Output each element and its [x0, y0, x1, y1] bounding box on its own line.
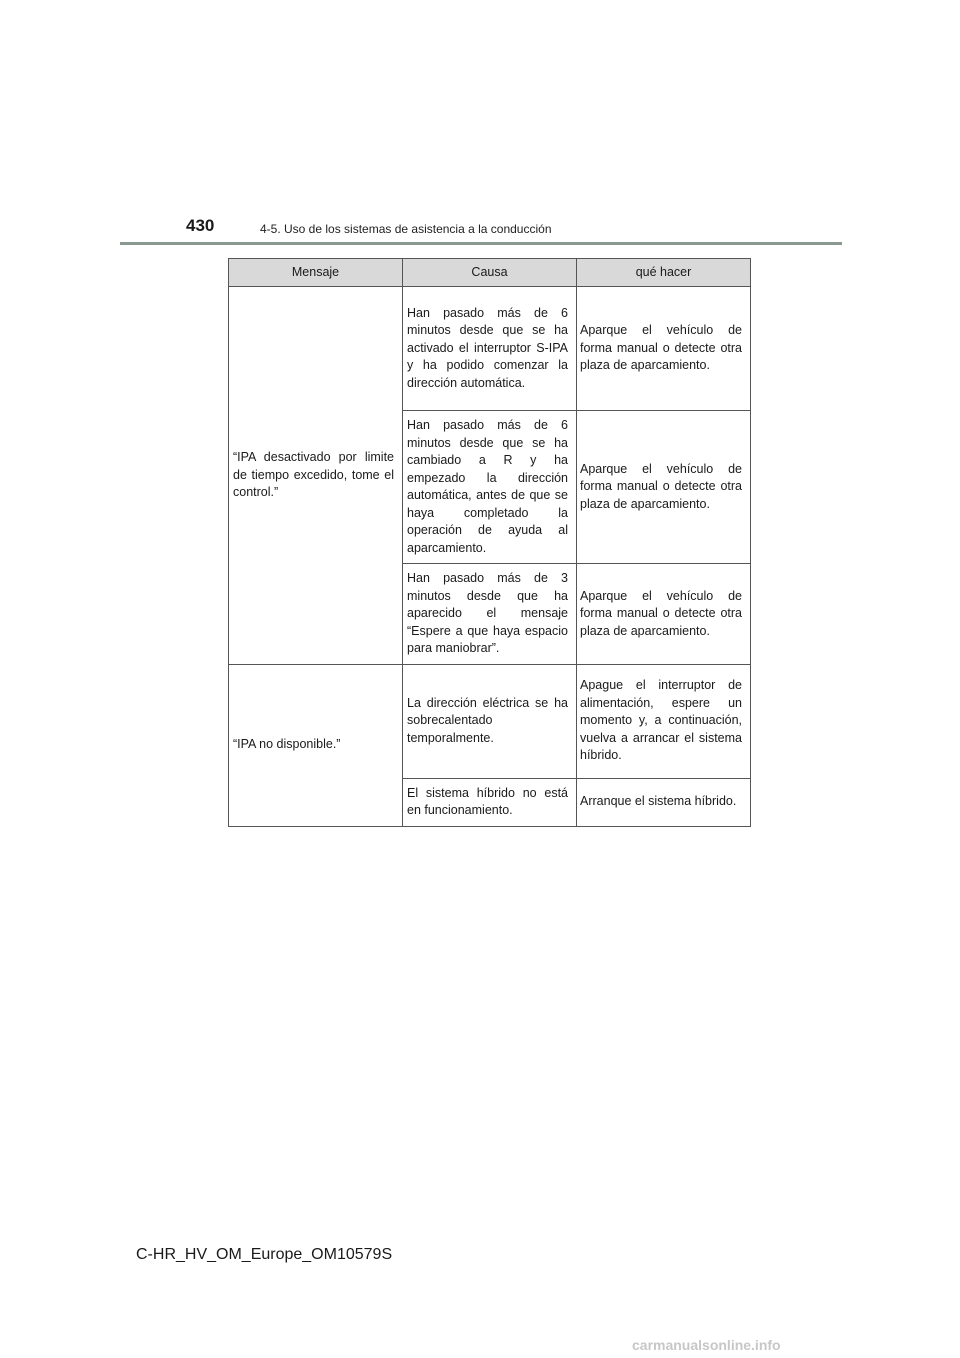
cause-cell: El sistema híbrido no está en funcionamiento. [403, 778, 577, 826]
table-header-row [229, 259, 751, 287]
action-cell: Aparque el vehículo de forma manual o detecte otra plaza de aparcamiento. [577, 411, 751, 564]
column-header-que-hacer: qué hacer [577, 259, 751, 287]
table-row [229, 287, 751, 411]
cause-cell: La dirección eléctrica se ha sobrecalentado temporalmente. [403, 664, 577, 778]
cause-cell: Han pasado más de 3 minutos desde que ha aparecido el mensaje “Espere a que haya espacio para maniobrar”. [403, 564, 577, 665]
action-cell: Aparque el vehículo de forma manual o detecte otra plaza de aparcamiento. [577, 287, 751, 411]
action-cell: Arranque el sistema híbrido. [577, 778, 751, 826]
table-row [229, 664, 751, 778]
cause-cell: Han pasado más de 6 minutos desde que se ha cambiado a R y ha empezado la dirección automática, antes de que se haya completado la operación de ayuda al aparcamiento. [403, 411, 577, 564]
page-number: 430 [186, 216, 215, 235]
header-rule [120, 242, 842, 245]
column-header-mensaje: Mensaje [229, 259, 403, 287]
message-cell: “IPA desactivado por limite de tiempo excedido, tome el control.” [229, 287, 403, 665]
action-cell: Apague el interruptor de alimentación, espere un momento y, a continuación, vuelva a arrancar el sistema híbrido. [577, 664, 751, 778]
cause-cell: Han pasado más de 6 minutos desde que se ha activado el interruptor S-IPA y ha podido comenzar la dirección automática. [403, 287, 577, 411]
action-cell: Aparque el vehículo de forma manual o detecte otra plaza de aparcamiento. [577, 564, 751, 665]
message-cell: “IPA no disponible.” [229, 664, 403, 826]
document-code: C-HR_HV_OM_Europe_OM10579S [136, 1246, 393, 1263]
message-table [228, 258, 751, 827]
column-header-causa: Causa [403, 259, 577, 287]
section-title: 4-5. Uso de los sistemas de asistencia a la conducción [260, 222, 552, 236]
watermark-link[interactable]: carmanualsonline.info [632, 1337, 781, 1353]
